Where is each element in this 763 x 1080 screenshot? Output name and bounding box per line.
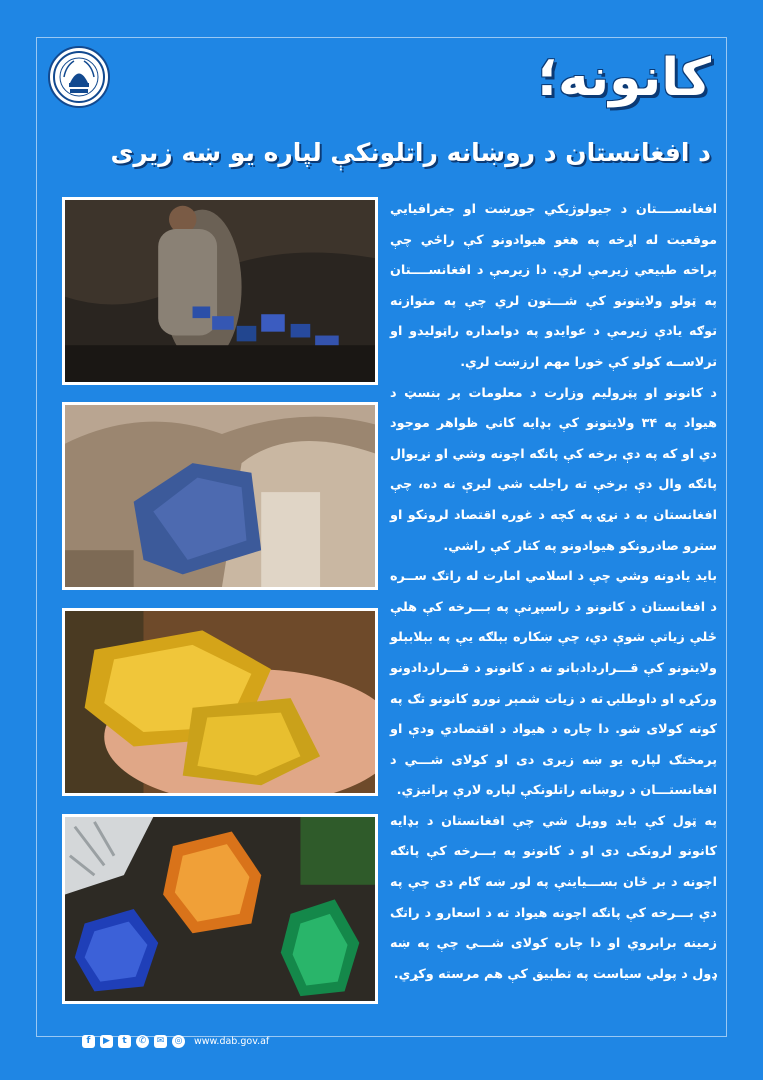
facebook-icon[interactable]: f (82, 1035, 95, 1048)
article-paragraph: د کانونو او پټرولیم وزارت د معلومات پر بنسټ د هیواد په ۳۴ ولایتونو کې بډایه کاني ظواهر موجود دي او که په دې برخه کې پانګه اچونه وشي او نړیوال پانګه وال دې برخې ته راجلب شي لیرې نه ده، چې افغانستان به د نړۍ په کچه د غوره اقتصاد لرونکو او سترو صادرونکو هیوادونو په کتار کې راشي. (390, 385, 717, 554)
article-paragraph: باید یادونه وشي چې د اسلامي امارت له راتګ ســره د افغانستان د کانونو د راسپړنې په بـــرخه کې هلې ځلې زیاتې شوې دي، چې ښکاره بېلګه یې په بېلابېلو ولایتونو کې قـــرارداد‌بانو ته د کانونو د قـــرارداد‌ونو ورکړه او داوطلبۍ ته د زیات شمېر نورو کانونو تګ په کوته کولای شو. دا چاره د هیواد د اقتصادي ودې او پرمختګ لپاره یو ښه زیرى دی او کولای شـــي د افغانستـــان د روښانه راتلونکې لپاره لارې پرانیزي. (390, 569, 717, 799)
web-icon[interactable]: ◎ (172, 1035, 185, 1048)
twitter-icon[interactable]: t (118, 1035, 131, 1048)
central-bank-seal-icon (48, 46, 110, 108)
email-icon[interactable]: ✉ (154, 1035, 167, 1048)
gold-ore-hand-photo (62, 608, 378, 796)
page-subtitle: د افغانستان د روښانه راتلونکې لپاره یو ښه زیرى (110, 138, 711, 167)
phone-icon[interactable]: ✆ (136, 1035, 149, 1048)
lapis-miner-photo (62, 197, 378, 385)
page-title: کانونه؛ (537, 48, 711, 108)
youtube-icon[interactable]: ▶ (100, 1035, 113, 1048)
lapis-rock-photo (62, 402, 378, 590)
website-link[interactable]: www.dab.gov.af (194, 1035, 270, 1047)
article-paragraph: افغانســــتان د جیولوژیکي جوړښت او جغرافیایي موقعیت له اړخه په هغو هیوادونو کې راځي چې پراخه طبیعي زیرمې لري. دا زیرمې د افغانســــتان په ټولو ولایتونو کې شـــتون لري چې په متوازنه توګه یادې زیرمې د عوایدو په دوامداره راټولیدو او ترلاســه کولو کې خورا مهم ارزښت لري. (390, 202, 717, 370)
article-body (390, 195, 717, 990)
gemstones-photo (62, 814, 378, 1004)
footer-contacts (82, 1032, 269, 1050)
article-paragraph: په ټول کې باید ووېل شي چې افغانستان د بډایه کانونو لرونکی دی او د کانونو په بـــرخه کې پانګه اچونه د بر ځان بســـیاینې په لور ښه ګام دی چې په دې بـــرخه کې پانګه اچونه هیواد ته د اسعارو د راتګ زمینه برابروي او دا چاره کولای شـــي چې په ښه ډول د پولي سیاست په تطبیق کې هم مرسته وکړي. (390, 813, 717, 982)
